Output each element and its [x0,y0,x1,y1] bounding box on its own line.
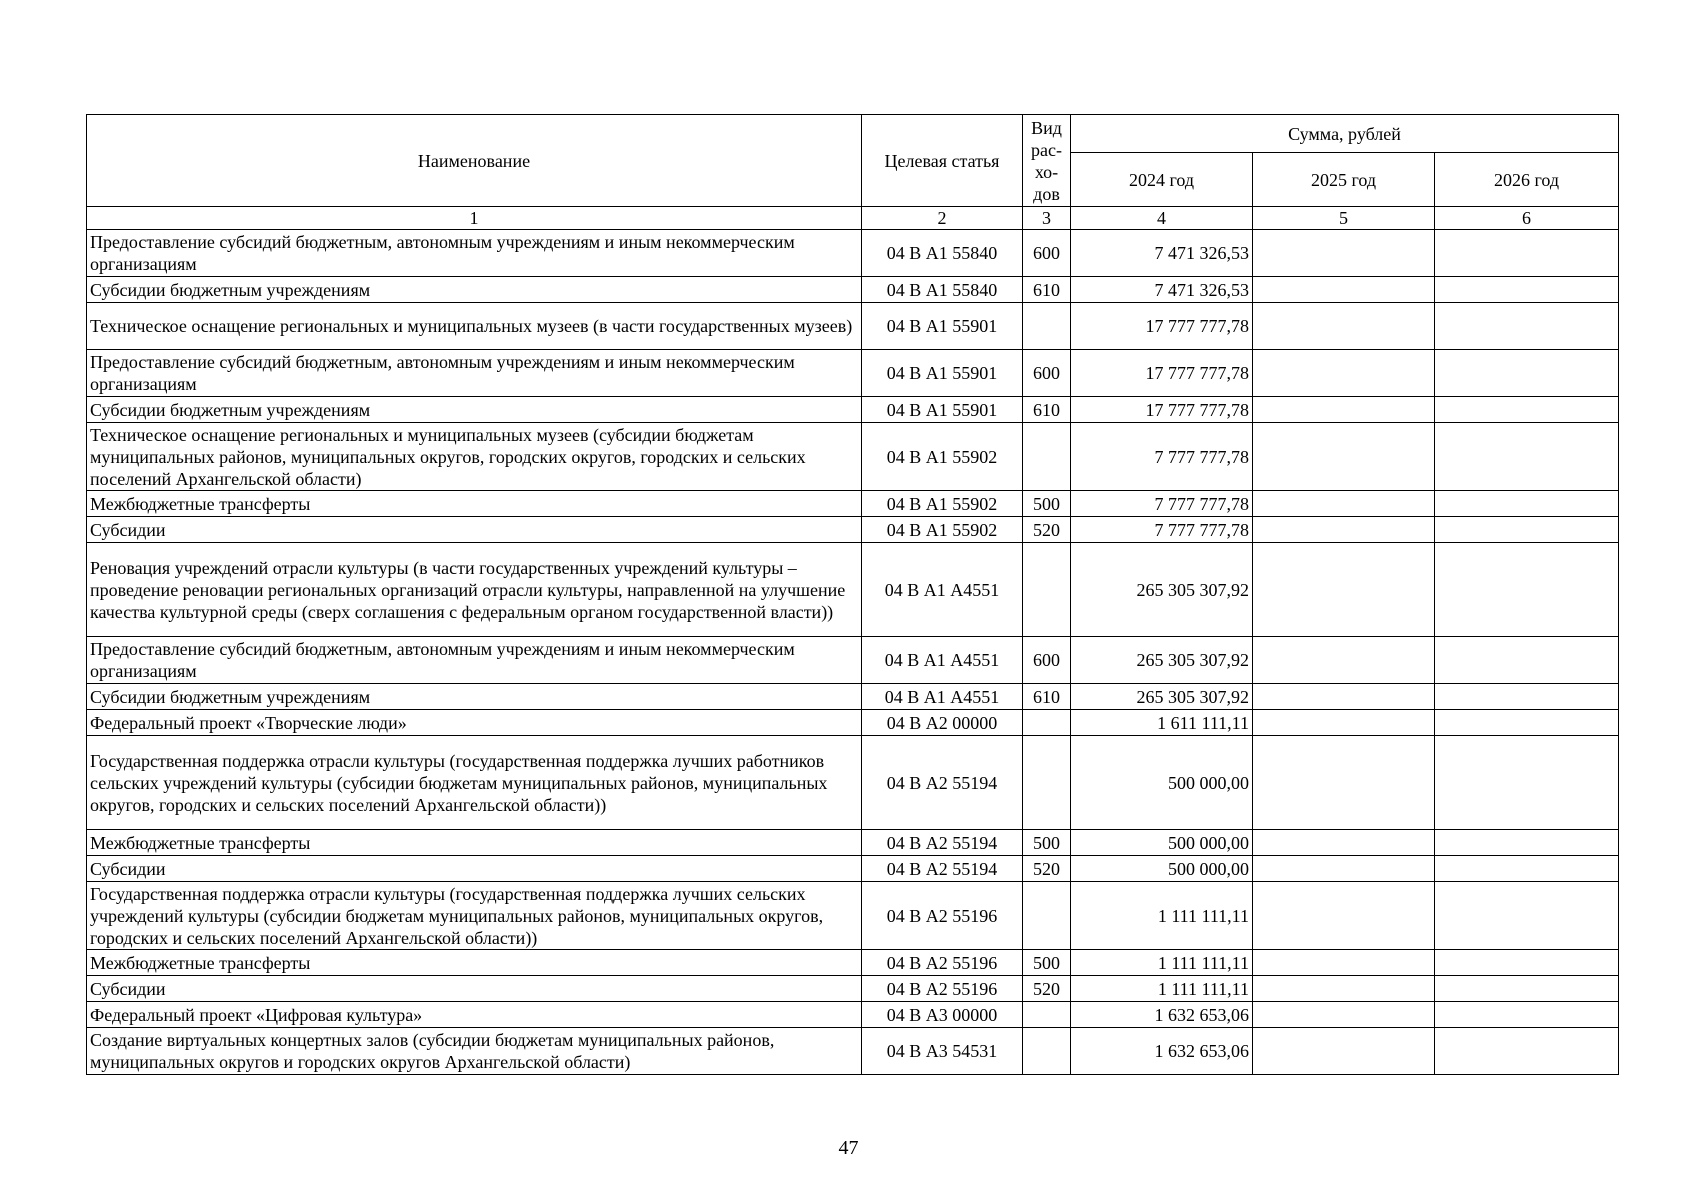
cell-sum-2026 [1435,736,1619,830]
cell-sum-2025 [1253,1002,1435,1028]
cell-target-article: 04 В А3 00000 [862,1002,1023,1028]
cell-expense-type [1023,543,1071,637]
cell-name: Субсидии [87,976,862,1002]
cell-expense-type [1023,710,1071,736]
cell-target-article: 04 В А1 55902 [862,517,1023,543]
cell-sum-2025 [1253,684,1435,710]
cell-sum-2026 [1435,303,1619,350]
table-row [87,950,1619,976]
cell-sum-2024: 500 000,00 [1071,830,1253,856]
cell-expense-type: 520 [1023,976,1071,1002]
table-row [87,684,1619,710]
cell-sum-2024: 17 777 777,78 [1071,350,1253,397]
cell-target-article: 04 В А2 55194 [862,830,1023,856]
cell-expense-type [1023,423,1071,491]
table-row [87,637,1619,684]
cell-sum-2026 [1435,830,1619,856]
header-year-2025: 2025 год [1253,153,1435,207]
cell-name: Субсидии бюджетным учреждениям [87,684,862,710]
cell-sum-2026 [1435,543,1619,637]
column-number: 1 [87,207,862,230]
cell-target-article: 04 В А1 55901 [862,350,1023,397]
cell-sum-2026 [1435,856,1619,882]
table-row [87,976,1619,1002]
cell-sum-2024: 7 471 326,53 [1071,277,1253,303]
cell-expense-type: 520 [1023,856,1071,882]
cell-sum-2024: 1 111 111,11 [1071,950,1253,976]
table-row [87,1028,1619,1075]
cell-target-article: 04 В А2 55196 [862,976,1023,1002]
cell-target-article: 04 В А1 А4551 [862,543,1023,637]
header-year-2026: 2026 год [1435,153,1619,207]
header-year-2024: 2024 год [1071,153,1253,207]
cell-name: Предоставление субсидий бюджетным, автономным учреждениям и иным некоммерческим организациям [87,637,862,684]
table-body [87,230,1619,1075]
cell-expense-type [1023,1028,1071,1075]
column-number: 4 [1071,207,1253,230]
cell-sum-2026 [1435,423,1619,491]
table-row [87,230,1619,277]
cell-name: Субсидии бюджетным учреждениям [87,397,862,423]
header-expense-type: Вид рас- хо- дов [1023,115,1071,207]
cell-target-article: 04 В А2 55196 [862,950,1023,976]
budget-table-container [86,114,1618,1075]
cell-sum-2025 [1253,736,1435,830]
cell-sum-2024: 265 305 307,92 [1071,637,1253,684]
cell-target-article: 04 В А2 00000 [862,710,1023,736]
cell-sum-2025 [1253,303,1435,350]
cell-sum-2025 [1253,882,1435,950]
cell-sum-2024: 7 471 326,53 [1071,230,1253,277]
cell-target-article: 04 В А1 А4551 [862,637,1023,684]
cell-sum-2025 [1253,830,1435,856]
cell-sum-2024: 1 611 111,11 [1071,710,1253,736]
cell-sum-2025 [1253,491,1435,517]
cell-expense-type: 610 [1023,277,1071,303]
table-row [87,491,1619,517]
column-number: 2 [862,207,1023,230]
cell-sum-2024: 1 111 111,11 [1071,882,1253,950]
cell-target-article: 04 В А2 55194 [862,736,1023,830]
cell-expense-type: 520 [1023,517,1071,543]
cell-target-article: 04 В А1 55901 [862,303,1023,350]
table-row [87,350,1619,397]
table-row [87,397,1619,423]
cell-sum-2024: 7 777 777,78 [1071,491,1253,517]
cell-name: Межбюджетные трансферты [87,491,862,517]
cell-sum-2024: 7 777 777,78 [1071,423,1253,491]
cell-target-article: 04 В А1 55901 [862,397,1023,423]
cell-sum-2025 [1253,277,1435,303]
cell-sum-2024: 17 777 777,78 [1071,397,1253,423]
cell-sum-2024: 7 777 777,78 [1071,517,1253,543]
table-row [87,710,1619,736]
cell-expense-type: 600 [1023,637,1071,684]
table-row [87,423,1619,491]
cell-sum-2024: 1 632 653,06 [1071,1002,1253,1028]
cell-name: Реновация учреждений отрасли культуры (в части государственных учреждений культуры – проведение реновации региональных организаций отрасли культуры, направленной на улучшение качества культурной среды (сверх соглашения с федеральным органом государственной власти)) [87,543,862,637]
cell-sum-2025 [1253,856,1435,882]
cell-sum-2025 [1253,950,1435,976]
cell-name: Межбюджетные трансферты [87,950,862,976]
table-row [87,517,1619,543]
cell-target-article: 04 В А1 55902 [862,423,1023,491]
cell-name: Техническое оснащение региональных и муниципальных музеев (субсидии бюджетам муниципальных районов, муниципальных округов, городских округов, городских и сельских поселений Архангельской области) [87,423,862,491]
cell-expense-type [1023,736,1071,830]
cell-sum-2025 [1253,517,1435,543]
page-number: 47 [838,1137,859,1159]
cell-target-article: 04 В А1 55840 [862,230,1023,277]
cell-target-article: 04 В А2 55196 [862,882,1023,950]
cell-sum-2024: 265 305 307,92 [1071,684,1253,710]
cell-expense-type: 500 [1023,830,1071,856]
cell-name: Создание виртуальных концертных залов (субсидии бюджетам муниципальных районов, муниципальных округов и городских округов Архангельской области) [87,1028,862,1075]
cell-name: Техническое оснащение региональных и муниципальных музеев (в части государственных музеев) [87,303,862,350]
cell-expense-type: 610 [1023,397,1071,423]
cell-sum-2026 [1435,397,1619,423]
cell-target-article: 04 В А2 55194 [862,856,1023,882]
cell-sum-2024: 265 305 307,92 [1071,543,1253,637]
cell-sum-2026 [1435,637,1619,684]
cell-sum-2026 [1435,277,1619,303]
cell-name: Предоставление субсидий бюджетным, автономным учреждениям и иным некоммерческим организациям [87,350,862,397]
cell-sum-2024: 1 632 653,06 [1071,1028,1253,1075]
header-target-article: Целевая статья [862,115,1023,207]
cell-name: Федеральный проект «Творческие люди» [87,710,862,736]
cell-sum-2025 [1253,230,1435,277]
cell-sum-2026 [1435,230,1619,277]
cell-name: Государственная поддержка отрасли культуры (государственная поддержка лучших сельских учреждений культуры (субсидии бюджетам муниципальных районов, муниципальных округов, городских и сельских поселений Архангельской области)) [87,882,862,950]
cell-sum-2024: 1 111 111,11 [1071,976,1253,1002]
cell-expense-type: 500 [1023,950,1071,976]
column-number: 3 [1023,207,1071,230]
cell-name: Субсидии [87,856,862,882]
cell-expense-type: 610 [1023,684,1071,710]
cell-name: Федеральный проект «Цифровая культура» [87,1002,862,1028]
cell-name: Предоставление субсидий бюджетным, автономным учреждениям и иным некоммерческим организациям [87,230,862,277]
cell-sum-2025 [1253,976,1435,1002]
cell-sum-2025 [1253,543,1435,637]
cell-sum-2024: 500 000,00 [1071,856,1253,882]
cell-expense-type: 500 [1023,491,1071,517]
cell-target-article: 04 В А1 55840 [862,277,1023,303]
cell-sum-2025 [1253,350,1435,397]
cell-sum-2026 [1435,950,1619,976]
cell-sum-2025 [1253,397,1435,423]
cell-sum-2026 [1435,491,1619,517]
cell-sum-2025 [1253,710,1435,736]
cell-name: Субсидии бюджетным учреждениям [87,277,862,303]
cell-expense-type [1023,303,1071,350]
cell-expense-type [1023,882,1071,950]
cell-sum-2026 [1435,882,1619,950]
table-row [87,277,1619,303]
table-row [87,856,1619,882]
cell-name: Субсидии [87,517,862,543]
table-row [87,736,1619,830]
budget-table [86,114,1619,1075]
cell-sum-2026 [1435,684,1619,710]
cell-sum-2026 [1435,350,1619,397]
cell-sum-2025 [1253,1028,1435,1075]
cell-target-article: 04 В А1 55902 [862,491,1023,517]
header-name: Наименование [87,115,862,207]
cell-name: Государственная поддержка отрасли культуры (государственная поддержка лучших работников сельских учреждений культуры (субсидии бюджетам муниципальных районов, муниципальных округов, городских и сельских поселений Архангельской области)) [87,736,862,830]
header-sum: Сумма, рублей [1071,115,1619,153]
cell-expense-type: 600 [1023,230,1071,277]
cell-expense-type [1023,1002,1071,1028]
table-row [87,543,1619,637]
table-row [87,303,1619,350]
column-number: 6 [1435,207,1619,230]
cell-sum-2026 [1435,976,1619,1002]
column-number: 5 [1253,207,1435,230]
cell-sum-2026 [1435,1028,1619,1075]
cell-sum-2026 [1435,517,1619,543]
cell-sum-2026 [1435,1002,1619,1028]
table-row [87,882,1619,950]
cell-target-article: 04 В А3 54531 [862,1028,1023,1075]
cell-target-article: 04 В А1 А4551 [862,684,1023,710]
cell-sum-2026 [1435,710,1619,736]
cell-name: Межбюджетные трансферты [87,830,862,856]
table-row [87,1002,1619,1028]
cell-expense-type: 600 [1023,350,1071,397]
cell-sum-2025 [1253,637,1435,684]
cell-sum-2025 [1253,423,1435,491]
cell-sum-2024: 17 777 777,78 [1071,303,1253,350]
table-row [87,830,1619,856]
cell-sum-2024: 500 000,00 [1071,736,1253,830]
